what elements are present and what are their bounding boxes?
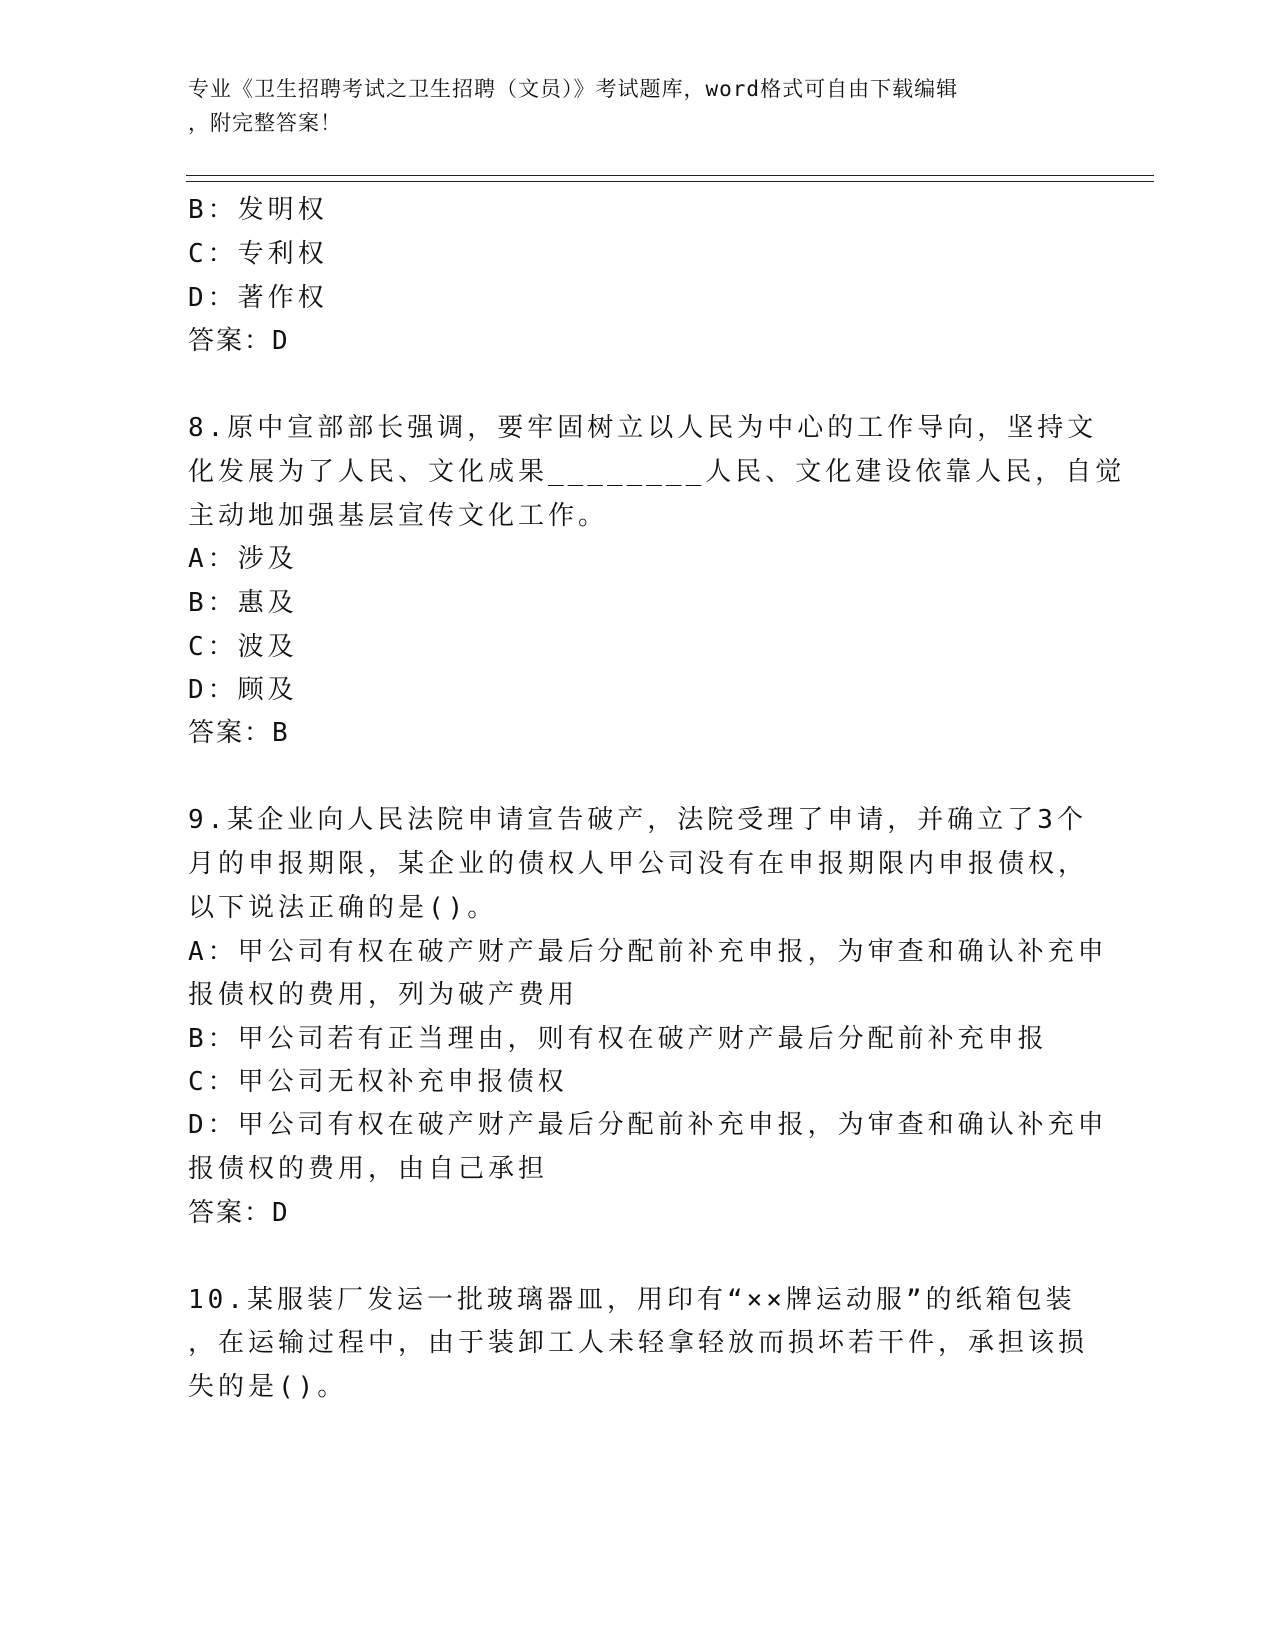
q9-option-a-cont: 报债权的费用，列为破产费用 [188, 980, 579, 1010]
q9-option-c: C：甲公司无权补充申报债权 [188, 1067, 568, 1097]
q9-option-d: D：甲公司有权在破产财产最后分配前补充申报，为审查和确认补充申 [188, 1110, 1108, 1140]
q7-option-c: C：专利权 [188, 239, 328, 269]
q10-stem-line-3: 失的是()。 [188, 1372, 348, 1402]
q9-option-d-cont: 报债权的费用，由自己承担 [188, 1154, 549, 1184]
q8-stem-line-2: 化发展为了人民、文化成果________人民、文化建设依靠人民，自觉 [188, 457, 1126, 487]
header-divider-bottom [186, 181, 1154, 182]
q9-answer: 答案：D [188, 1198, 290, 1228]
q9-stem-line-2: 月的申报期限，某企业的债权人甲公司没有在申报期限内申报债权， [188, 849, 1089, 879]
header-line-1: 专业《卫生招聘考试之卫生招聘（文员）》考试题库，word格式可自由下载编辑 [188, 77, 959, 101]
q7-answer: 答案：D [188, 326, 290, 356]
q8-option-a: A：涉及 [188, 544, 298, 574]
q8-stem-line-1: 8.原中宣部部长强调，要牢固树立以人民为中心的工作导向，坚持文 [188, 413, 1098, 443]
q9-option-b: B：甲公司若有正当理由，则有权在破产财产最后分配前补充申报 [188, 1024, 1048, 1054]
q7-option-d: D：著作权 [188, 283, 328, 313]
q8-option-c: C：波及 [188, 632, 298, 662]
q8-option-b: B：惠及 [188, 588, 298, 618]
q9-option-a: A：甲公司有权在破产财产最后分配前补充申报，为审查和确认补充申 [188, 937, 1108, 967]
q10-stem-line-1: 10.某服装厂发运一批玻璃器皿，用印有“××牌运动服”的纸箱包装 [188, 1285, 1076, 1315]
page-header [188, 72, 1068, 140]
q7-option-b: B：发明权 [188, 195, 328, 225]
q8-option-d: D：顾及 [188, 675, 298, 705]
q8-answer: 答案：B [188, 718, 290, 748]
q9-stem-line-3: 以下说法正确的是()。 [188, 893, 498, 923]
header-line-2: ，附完整答案！ [188, 111, 342, 135]
header-divider-top [186, 175, 1154, 176]
q9-stem-line-1: 9.某企业向人民法院申请宣告破产，法院受理了申请，并确立了3个 [188, 805, 1087, 835]
q8-stem-line-3: 主动地加强基层宣传文化工作。 [188, 501, 609, 531]
q10-stem-line-2: ，在运输过程中，由于装卸工人未轻拿轻放而损坏若干件，承担该损 [188, 1328, 1089, 1358]
